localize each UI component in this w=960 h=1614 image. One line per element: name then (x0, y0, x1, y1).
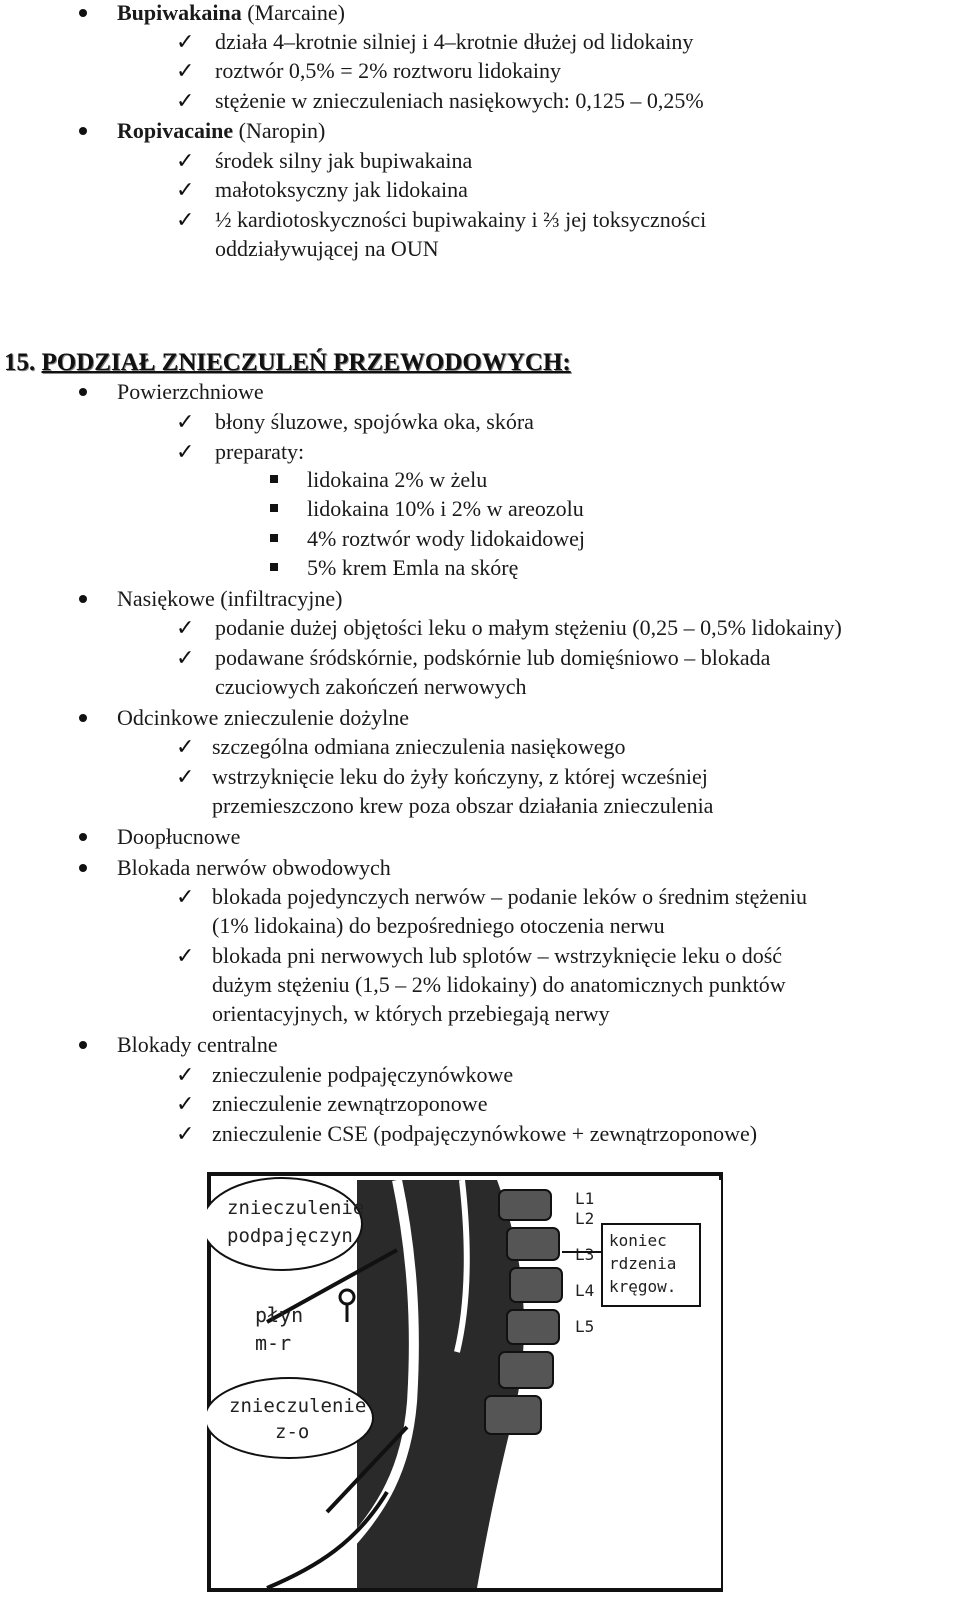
check-icon: ✓ (176, 646, 195, 671)
vertebra-label-l2: L2 (575, 1209, 595, 1228)
check-icon: ✓ (176, 944, 195, 969)
category-blokady-centralne: Blokady centralne (117, 1030, 278, 1060)
list-item: ½ kardiotoskyczności bupiwakainy i ⅔ jej toksyczności (215, 207, 707, 232)
list-item-continuation: orientacyjnych, w których przebiegają nerwy (212, 1001, 610, 1026)
list-item: znieczulenie zewnątrzoponowe (212, 1091, 488, 1116)
check-icon: ✓ (176, 89, 195, 114)
list-item: podawane śródskórnie, podskórnie lub domięśniowo – blokada (215, 645, 771, 670)
check-icon: ✓ (176, 208, 195, 233)
square-bullet-icon (270, 475, 278, 483)
section-heading (4, 347, 571, 379)
vertebra-label-l5: L5 (575, 1317, 595, 1336)
check-icon: ✓ (176, 30, 195, 55)
spine-anesthesia-diagram (207, 1172, 723, 1592)
list-item: szczególna odmiana znieczulenia nasiękowego (212, 734, 626, 759)
preparation-item: 4% roztwór wody lidokaidowej (307, 526, 585, 551)
spine-diagram-svg (207, 1172, 723, 1592)
category-powierzchniowe: Powierzchniowe (117, 377, 264, 407)
list-item: środek silny jak bupiwakaina (215, 148, 473, 173)
list-item: małotoksyczny jak lidokaina (215, 177, 468, 202)
check-icon: ✓ (176, 1063, 195, 1088)
label-subarachnoid-line1: znieczulenie (227, 1197, 365, 1219)
category-doplucnowe: Doopłucnowe (117, 822, 240, 852)
list-item-continuation: oddziaływującej na OUN (215, 236, 439, 261)
list-item: preparaty: (215, 439, 305, 464)
vertebra-label-l1: L1 (575, 1189, 595, 1208)
check-icon: ✓ (176, 59, 195, 84)
list-item-continuation: (1% lidokaina) do bezpośredniego otoczenia nerwu (212, 913, 665, 938)
category-nasiekowe: Nasiękowe (infiltracyjne) (117, 584, 342, 614)
section-number: 15. (4, 349, 36, 376)
callout-epidural (207, 1378, 373, 1458)
label-end-line2: rdzenia (609, 1254, 677, 1273)
preparation-item: lidokaina 2% w żelu (307, 467, 488, 492)
category-blokada-nerwow: Blokada nerwów obwodowych (117, 853, 391, 883)
list-item-continuation: przemieszczono krew poza obszar działania znieczulenia (212, 793, 714, 818)
list-item: znieczulenie CSE (podpajęczynówkowe + zewnątrzoponowe) (212, 1121, 758, 1146)
preparation-item: 5% krem Emla na skórę (307, 555, 519, 580)
check-icon: ✓ (176, 616, 195, 641)
label-fluid-line2: m-r (255, 1331, 292, 1355)
list-item: znieczulenie podpajęczynówkowe (212, 1062, 514, 1087)
check-icon: ✓ (176, 735, 195, 760)
label-epidural-line2: z-o (275, 1421, 310, 1443)
list-item: wstrzyknięcie leku do żyły kończyny, z której wcześniej (212, 764, 708, 789)
drug-name: Ropivacaine (117, 118, 234, 143)
square-bullet-icon (270, 563, 278, 571)
callout-subarachnoid (207, 1178, 365, 1270)
check-icon: ✓ (176, 885, 195, 910)
list-item: błony śluzowe, spojówka oka, skóra (215, 409, 534, 434)
list-item: blokada pojedynczych nerwów – podanie leków o średnim stężeniu (212, 884, 808, 909)
droplet-icon (340, 1290, 354, 1304)
vertebra-label-l3: L3 (575, 1245, 595, 1264)
vertebra-label-l4: L4 (575, 1281, 595, 1300)
check-icon: ✓ (176, 178, 195, 203)
list-item: blokada pni nerwowych lub splotów – wstrzyknięcie leku o dość (212, 943, 783, 968)
category-odcinkowe: Odcinkowe znieczulenie dożylne (117, 703, 409, 733)
drug-name: Bupiwakaina (117, 0, 242, 25)
square-bullet-icon (270, 504, 278, 512)
drug-alt-name: (Naropin) (238, 118, 326, 143)
list-item: podanie dużej objętości leku o małym stężeniu (0,25 – 0,5% lidokainy) (215, 615, 842, 640)
list-item: działa 4–krotnie silniej i 4–krotnie dłużej od lidokainy (215, 29, 694, 54)
section-title: PODZIAŁ ZNIECZULEŃ PRZEWODOWYCH: (41, 349, 571, 376)
preparation-item: lidokaina 10% i 2% w areozolu (307, 496, 584, 521)
drug-name-ropivacaine (117, 116, 325, 146)
check-icon: ✓ (176, 1122, 195, 1147)
list-item-continuation: czuciowych zakończeń nerwowych (215, 674, 527, 699)
check-icon: ✓ (176, 440, 195, 465)
label-end-line1: koniec (609, 1231, 667, 1250)
list-item: roztwór 0,5% = 2% roztworu lidokainy (215, 58, 561, 83)
label-end-line3: kręgow. (609, 1277, 677, 1296)
label-subarachnoid-line2: podpajęczyn (227, 1225, 353, 1247)
check-icon: ✓ (176, 1092, 195, 1117)
label-fluid-line1: płyn (255, 1303, 304, 1327)
drug-name-bupiwakaina (117, 0, 345, 28)
label-epidural-line1: znieczulenie (229, 1395, 367, 1417)
list-item: stężenie w znieczuleniach nasiękowych: 0,125 – 0,25% (215, 88, 704, 113)
drug-alt-name: (Marcaine) (247, 0, 345, 25)
list-item-continuation: dużym stężeniu (1,5 – 2% lidokainy) do anatomicznych punktów (212, 972, 786, 997)
check-icon: ✓ (176, 149, 195, 174)
check-icon: ✓ (176, 410, 195, 435)
square-bullet-icon (270, 534, 278, 542)
check-icon: ✓ (176, 765, 195, 790)
